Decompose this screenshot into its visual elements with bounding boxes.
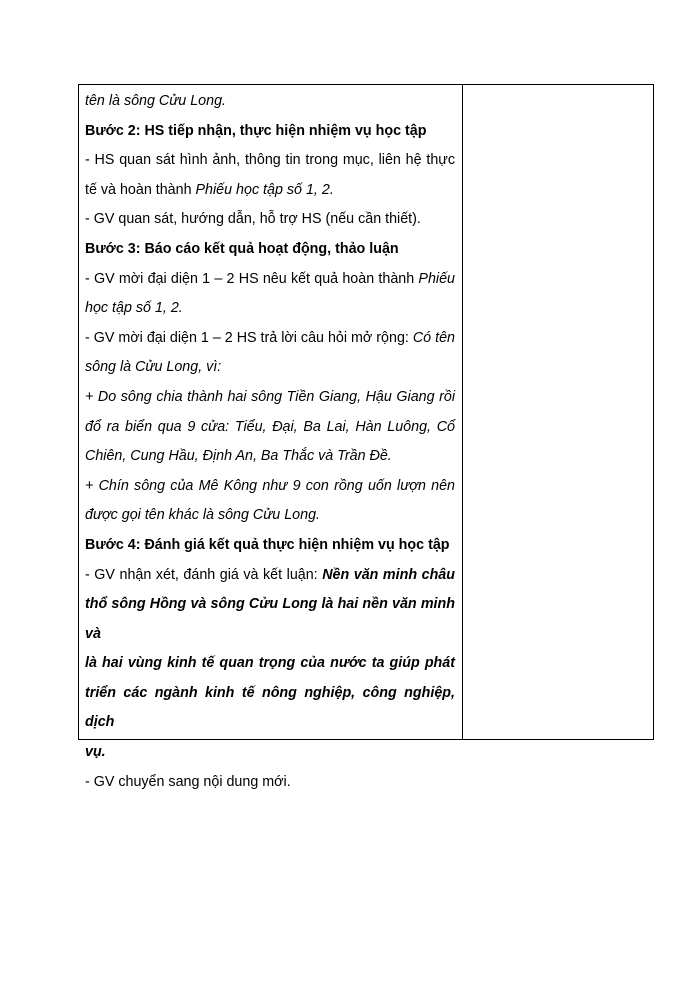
lesson-activity-table [78, 84, 654, 790]
step3-heading: Bước 3: Báo cáo kết quả hoạt động, thảo luận [85, 240, 399, 257]
step2-item2: - GV quan sát, hướng dẫn, hỗ trợ HS (nếu cần thiết). [85, 211, 421, 228]
step4-conclusion-line1-bold: Nền văn minh châu [322, 566, 455, 583]
step2-item1-line2-italic: Phiếu học tập số 1, 2. [195, 181, 334, 198]
intro-line: tên là sông Cửu Long. [85, 93, 227, 109]
step3-reason2-line2: được gọi tên khác là sông Cửu Long. [85, 507, 321, 524]
step3-reason2-line1: + Chín sông của Mê Kông như 9 con rồng uốn lượn nên [85, 477, 455, 494]
step4-heading: Bước 4: Đánh giá kết quả thực hiện nhiệm vụ học tập [85, 536, 450, 553]
step3-item1-line1-italic: Phiếu [418, 270, 455, 287]
step2-heading: Bước 2: HS tiếp nhận, thực hiện nhiệm vụ học tập [85, 122, 427, 139]
step3-item2-line1-prefix: - GV mời đại diện 1 – 2 HS trả lời câu hỏi mở rộng: [85, 329, 413, 346]
step3-item2-line1 [85, 324, 455, 354]
step2-item1-line2-prefix: tế và hoàn thành [85, 181, 196, 198]
step3-reason1-line1: + Do sông chia thành hai sông Tiền Giang, Hậu Giang rồi [85, 388, 455, 405]
step3-item1-line2: học tập số 1, 2. [85, 300, 183, 317]
step3-reason1-line2: đổ ra biển qua 9 cửa: Tiểu, Đại, Ba Lai, Hàn Luông, Cổ [85, 418, 455, 435]
step3-item2-line1-italic: Có tên [412, 329, 455, 346]
step4-conclusion-prefix: - GV nhận xét, đánh giá và kết luận: [85, 566, 323, 583]
step4-conclusion-line2: thổ sông Hồng và sông Cửu Long là hai nền văn minh và [85, 596, 455, 642]
step2-item1-line1: - HS quan sát hình ảnh, thông tin trong mục, liên hệ thực [85, 152, 455, 169]
step4-conclusion-line5: vụ. [85, 744, 106, 761]
step4-conclusion-line4: triển các ngành kinh tế nông nghiệp, công nghiệp, dịch [85, 684, 455, 731]
step4-conclusion-line3: là hai vùng kinh tế quan trọng của nước ta giúp phát [85, 655, 455, 672]
step3-item1-line1-prefix: - GV mời đại diện 1 – 2 HS nêu kết quả hoàn thành [85, 270, 419, 287]
step4-conclusion-line1 [85, 561, 455, 591]
product-column [463, 85, 653, 739]
step3-item2-line2: sông là Cửu Long, vì: [85, 359, 222, 376]
activity-steps-column [79, 85, 463, 790]
step3-item1-line1 [85, 265, 455, 295]
step3-reason1-line3: Chiên, Cung Hầu, Định An, Ba Thắc và Trần Đề. [85, 448, 392, 465]
step4-item2: - GV chuyển sang nội dung mới. [85, 773, 291, 790]
step2-item1-line2 [85, 176, 455, 206]
